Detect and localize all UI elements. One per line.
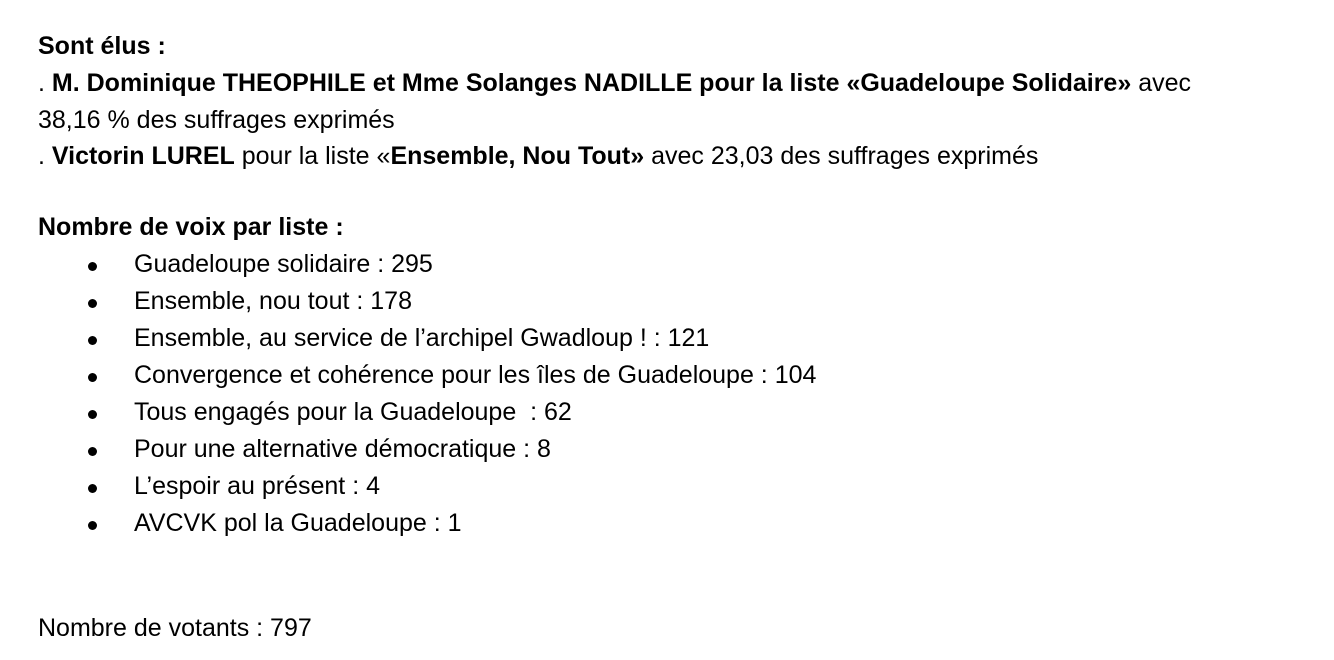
- elected-names: Victorin LUREL: [51, 142, 235, 170]
- bullet-icon: [88, 447, 97, 456]
- list-item: [38, 505, 1318, 542]
- spacer: [38, 175, 1318, 209]
- bullet-icon: [88, 484, 97, 493]
- elected-prefix: .: [38, 142, 52, 170]
- list-item: [38, 283, 1318, 320]
- spacer: [38, 542, 1318, 610]
- bullet-icon: [88, 262, 97, 271]
- elected-names: M. Dominique THEOPHILE et Mme Solanges NADILLE pour la liste «Guadeloupe Solidaire»: [51, 69, 1132, 97]
- elected-result: avec 23,03 des suffrages exprimés: [644, 142, 1039, 170]
- bullet-icon: [88, 299, 97, 308]
- list-item: [38, 431, 1318, 468]
- elected-prefix: .: [38, 69, 52, 97]
- list-item-text: Ensemble, nou tout : 178: [134, 287, 412, 315]
- list-item-text: Pour une alternative démocratique : 8: [134, 435, 551, 463]
- list-item: [38, 357, 1318, 394]
- list-item: [38, 246, 1318, 283]
- list-item-text: Convergence et cohérence pour les îles de Guadeloupe : 104: [134, 361, 817, 389]
- heading-votes-per-list: Nombre de voix par liste :: [38, 213, 344, 241]
- list-item: [38, 320, 1318, 357]
- bullet-icon: [88, 521, 97, 530]
- list-item-text: AVCVK pol la Guadeloupe : 1: [134, 509, 462, 537]
- list-item-text: L’espoir au présent : 4: [134, 472, 380, 500]
- list-item-text: Ensemble, au service de l’archipel Gwadloup ! : 121: [134, 324, 710, 352]
- voters-count: Nombre de votants : 797: [38, 614, 312, 642]
- heading-elected: Sont élus :: [38, 32, 166, 60]
- elected-entry-2: [38, 138, 1318, 175]
- elected-entry-1: [38, 65, 1318, 102]
- list-item: [38, 394, 1318, 431]
- elected-list-intro: pour la liste «: [234, 142, 391, 170]
- bullet-icon: [88, 373, 97, 382]
- bullet-icon: [88, 336, 97, 345]
- elected-result: avec: [1131, 69, 1192, 97]
- list-item-text: Tous engagés pour la Guadeloupe : 62: [134, 398, 572, 426]
- bullet-icon: [88, 410, 97, 419]
- document-body: [38, 28, 1318, 647]
- list-item-text: Guadeloupe solidaire : 295: [134, 250, 433, 278]
- elected-list-name: Ensemble, Nou Tout»: [390, 142, 645, 170]
- elected-entry-1-continuation: 38,16 % des suffrages exprimés: [38, 106, 395, 134]
- list-item: [38, 468, 1318, 505]
- votes-list: [38, 246, 1318, 542]
